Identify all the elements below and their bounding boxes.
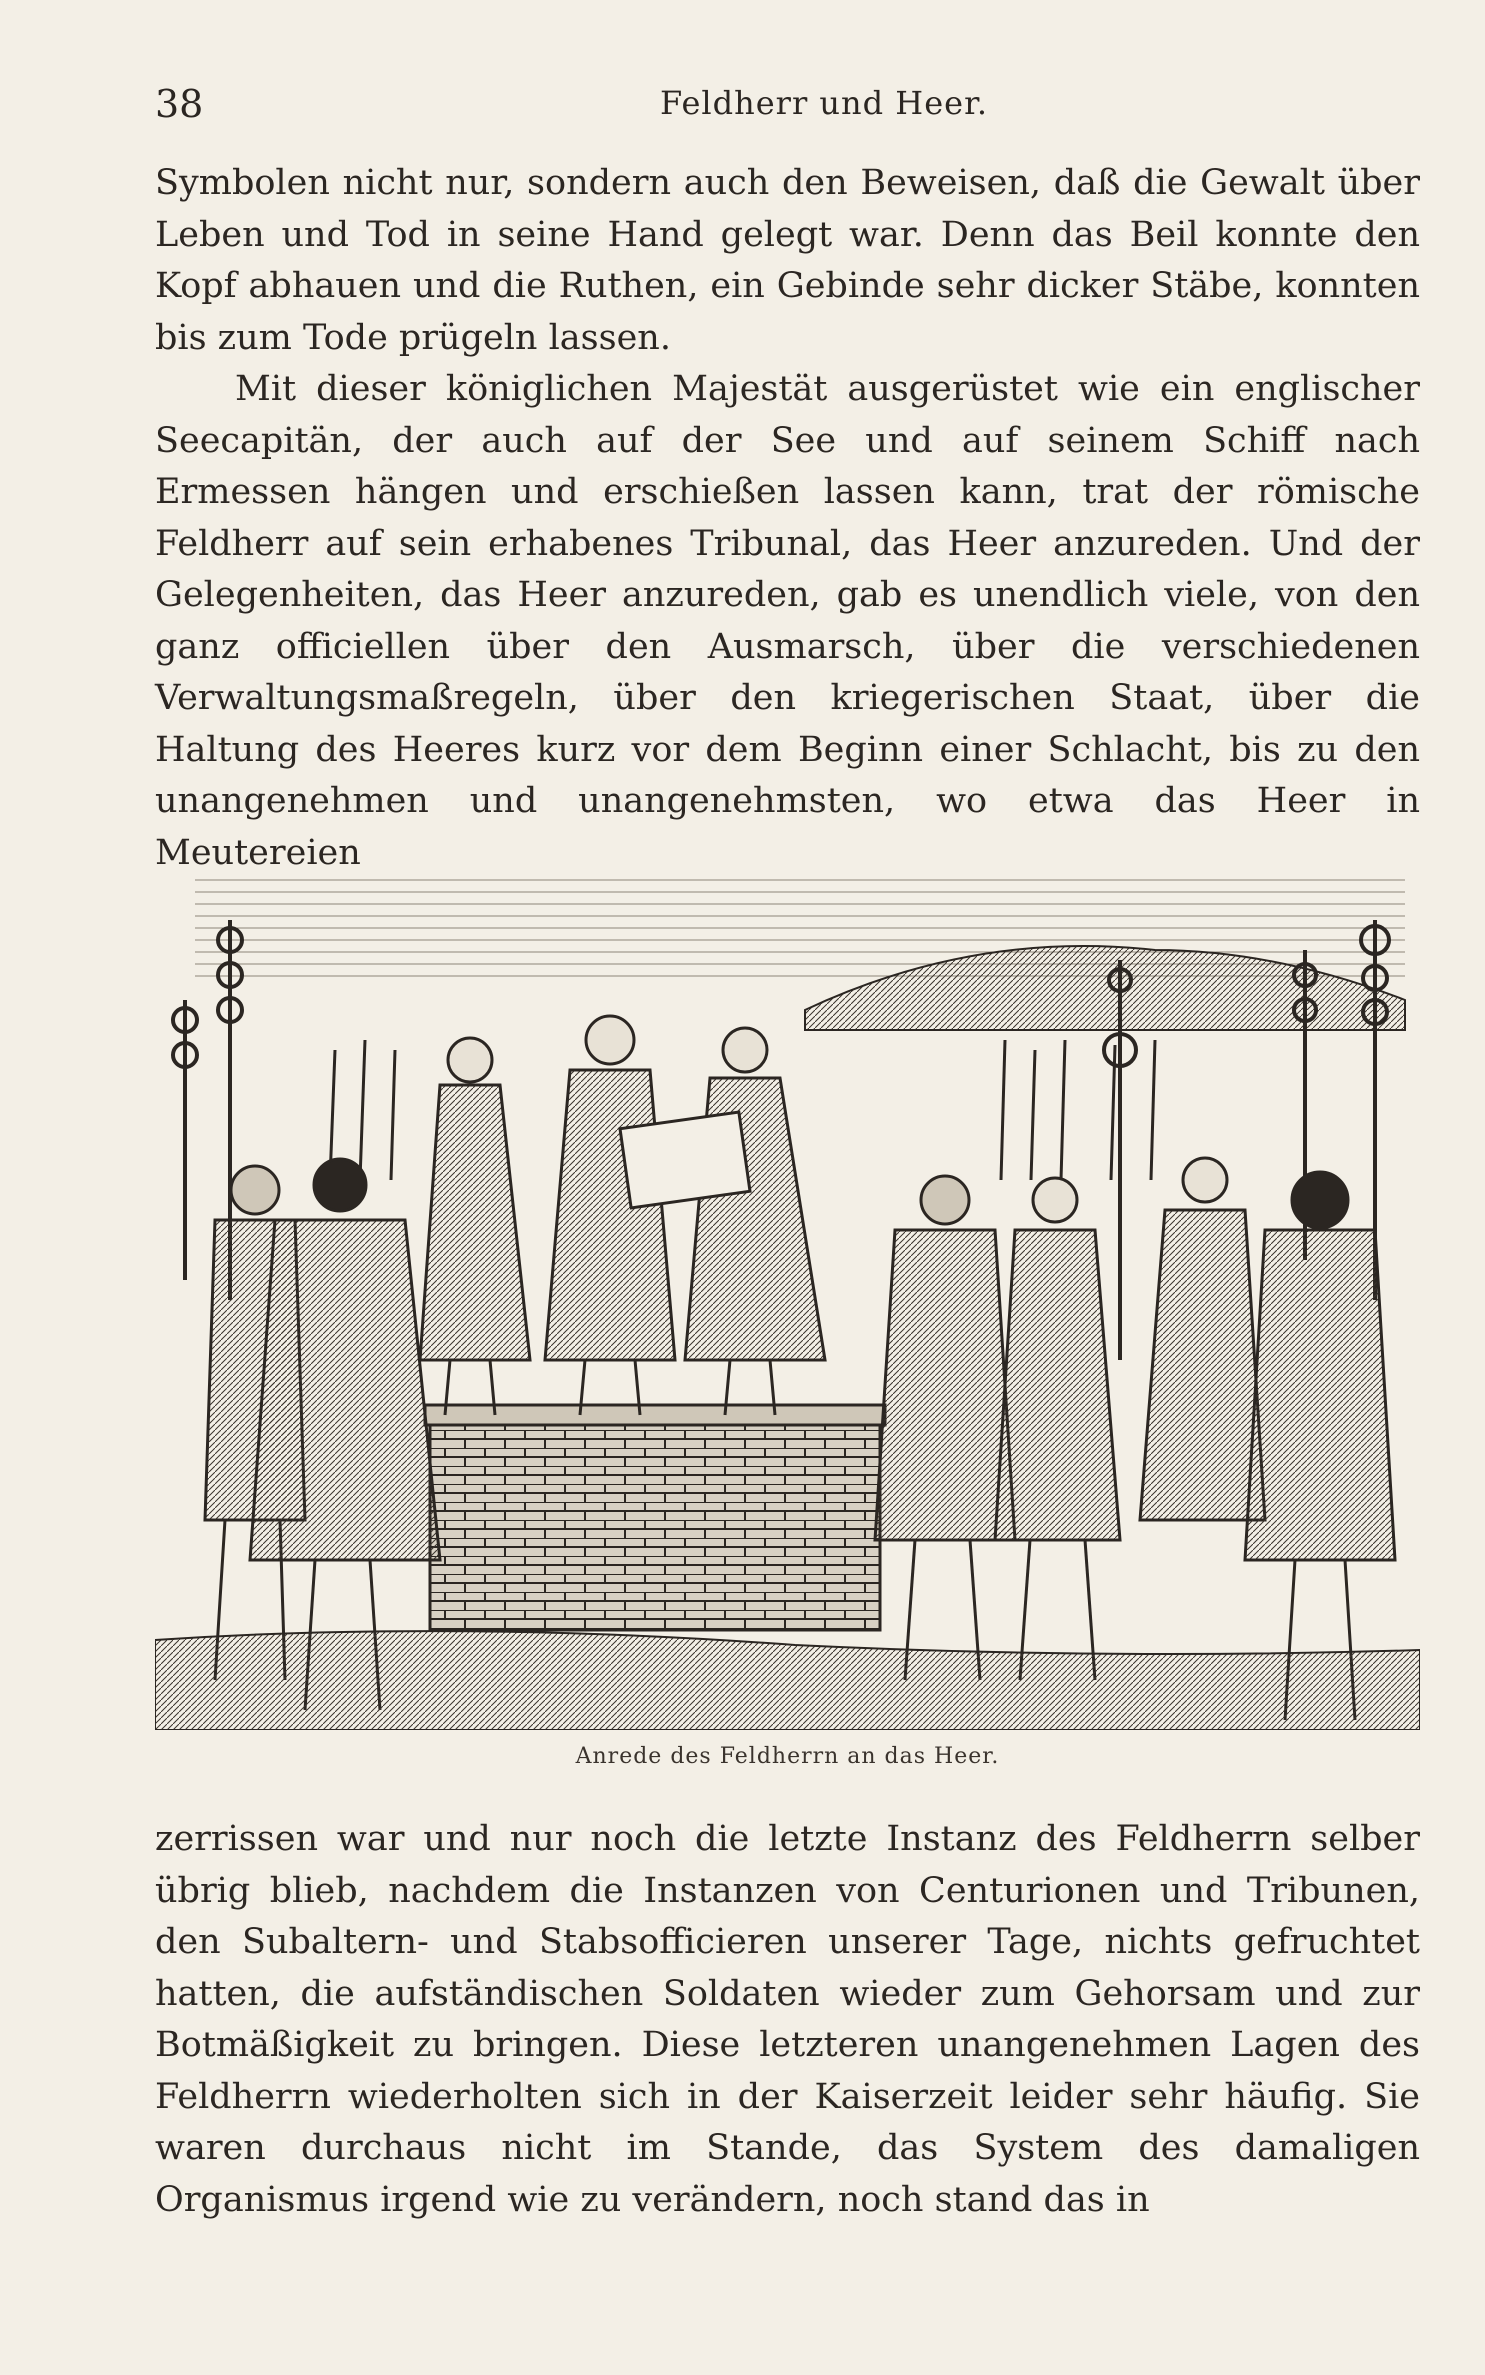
illustration-caption: Anrede des Feldherrn an das Heer. — [575, 1744, 1000, 1769]
paragraph: zerrissen war und nur noch die letzte Instanz des Feldherrn selber übrig blieb, nachdem die Instanzen von Centurionen und Tribunen, den Subaltern- und Stabsofficieren unserer Tage, nichts gefruchtet hatten, die aufständischen Soldaten wieder zum Gehorsam und zur Botmäßigkeit zu bringen. Diese letzteren unangenehmen Lagen des Feldherrn wiederholten sich in der Kaiserzeit leider sehr häufig. Sie waren durchaus nicht im Stande, das System des damaligen Organismus irgend wie zu verändern, noch stand das in — [155, 1819, 1420, 2220]
text-block-bottom — [155, 1814, 1420, 2226]
paragraph: Mit dieser königlichen Majestät ausgerüstet wie ein englischer Seecapitän, der auch auf der See und auf seinem Schiff nach Ermessen hängen und erschießen lassen kann, trat der römische Feldherr auf sein erhabenes Tribunal, das Heer anzureden. Und der Gelegenheiten, das Heer anzureden, gab es unendlich viele, von den ganz officiellen über den Ausmarsch, über die verschiedenen Verwaltungsmaßregeln, über den kriegerischen Staat, über die Haltung des Heeres kurz vor dem Beginn einer Schlacht, bis zu den unangenehmen und unangenehmsten, wo etwa das Heer in Meutereien — [155, 369, 1420, 873]
engraving-drawing — [155, 800, 1420, 1730]
page-number: 38 — [155, 82, 204, 126]
running-title: Feldherr und Heer. — [660, 84, 989, 122]
paragraph: Symbolen nicht nur, sondern auch den Beweisen, daß die Gewalt über Leben und Tod in seine Hand gelegt war. Denn das Beil konnte den Kopf abhauen und die Ruthen, ein Gebinde sehr dicker Stäbe, konnten bis zum Tode prügeln lassen. — [155, 163, 1420, 358]
running-head — [155, 82, 1420, 132]
text-block-top — [155, 158, 1420, 879]
engraving-illustration — [155, 800, 1420, 1730]
